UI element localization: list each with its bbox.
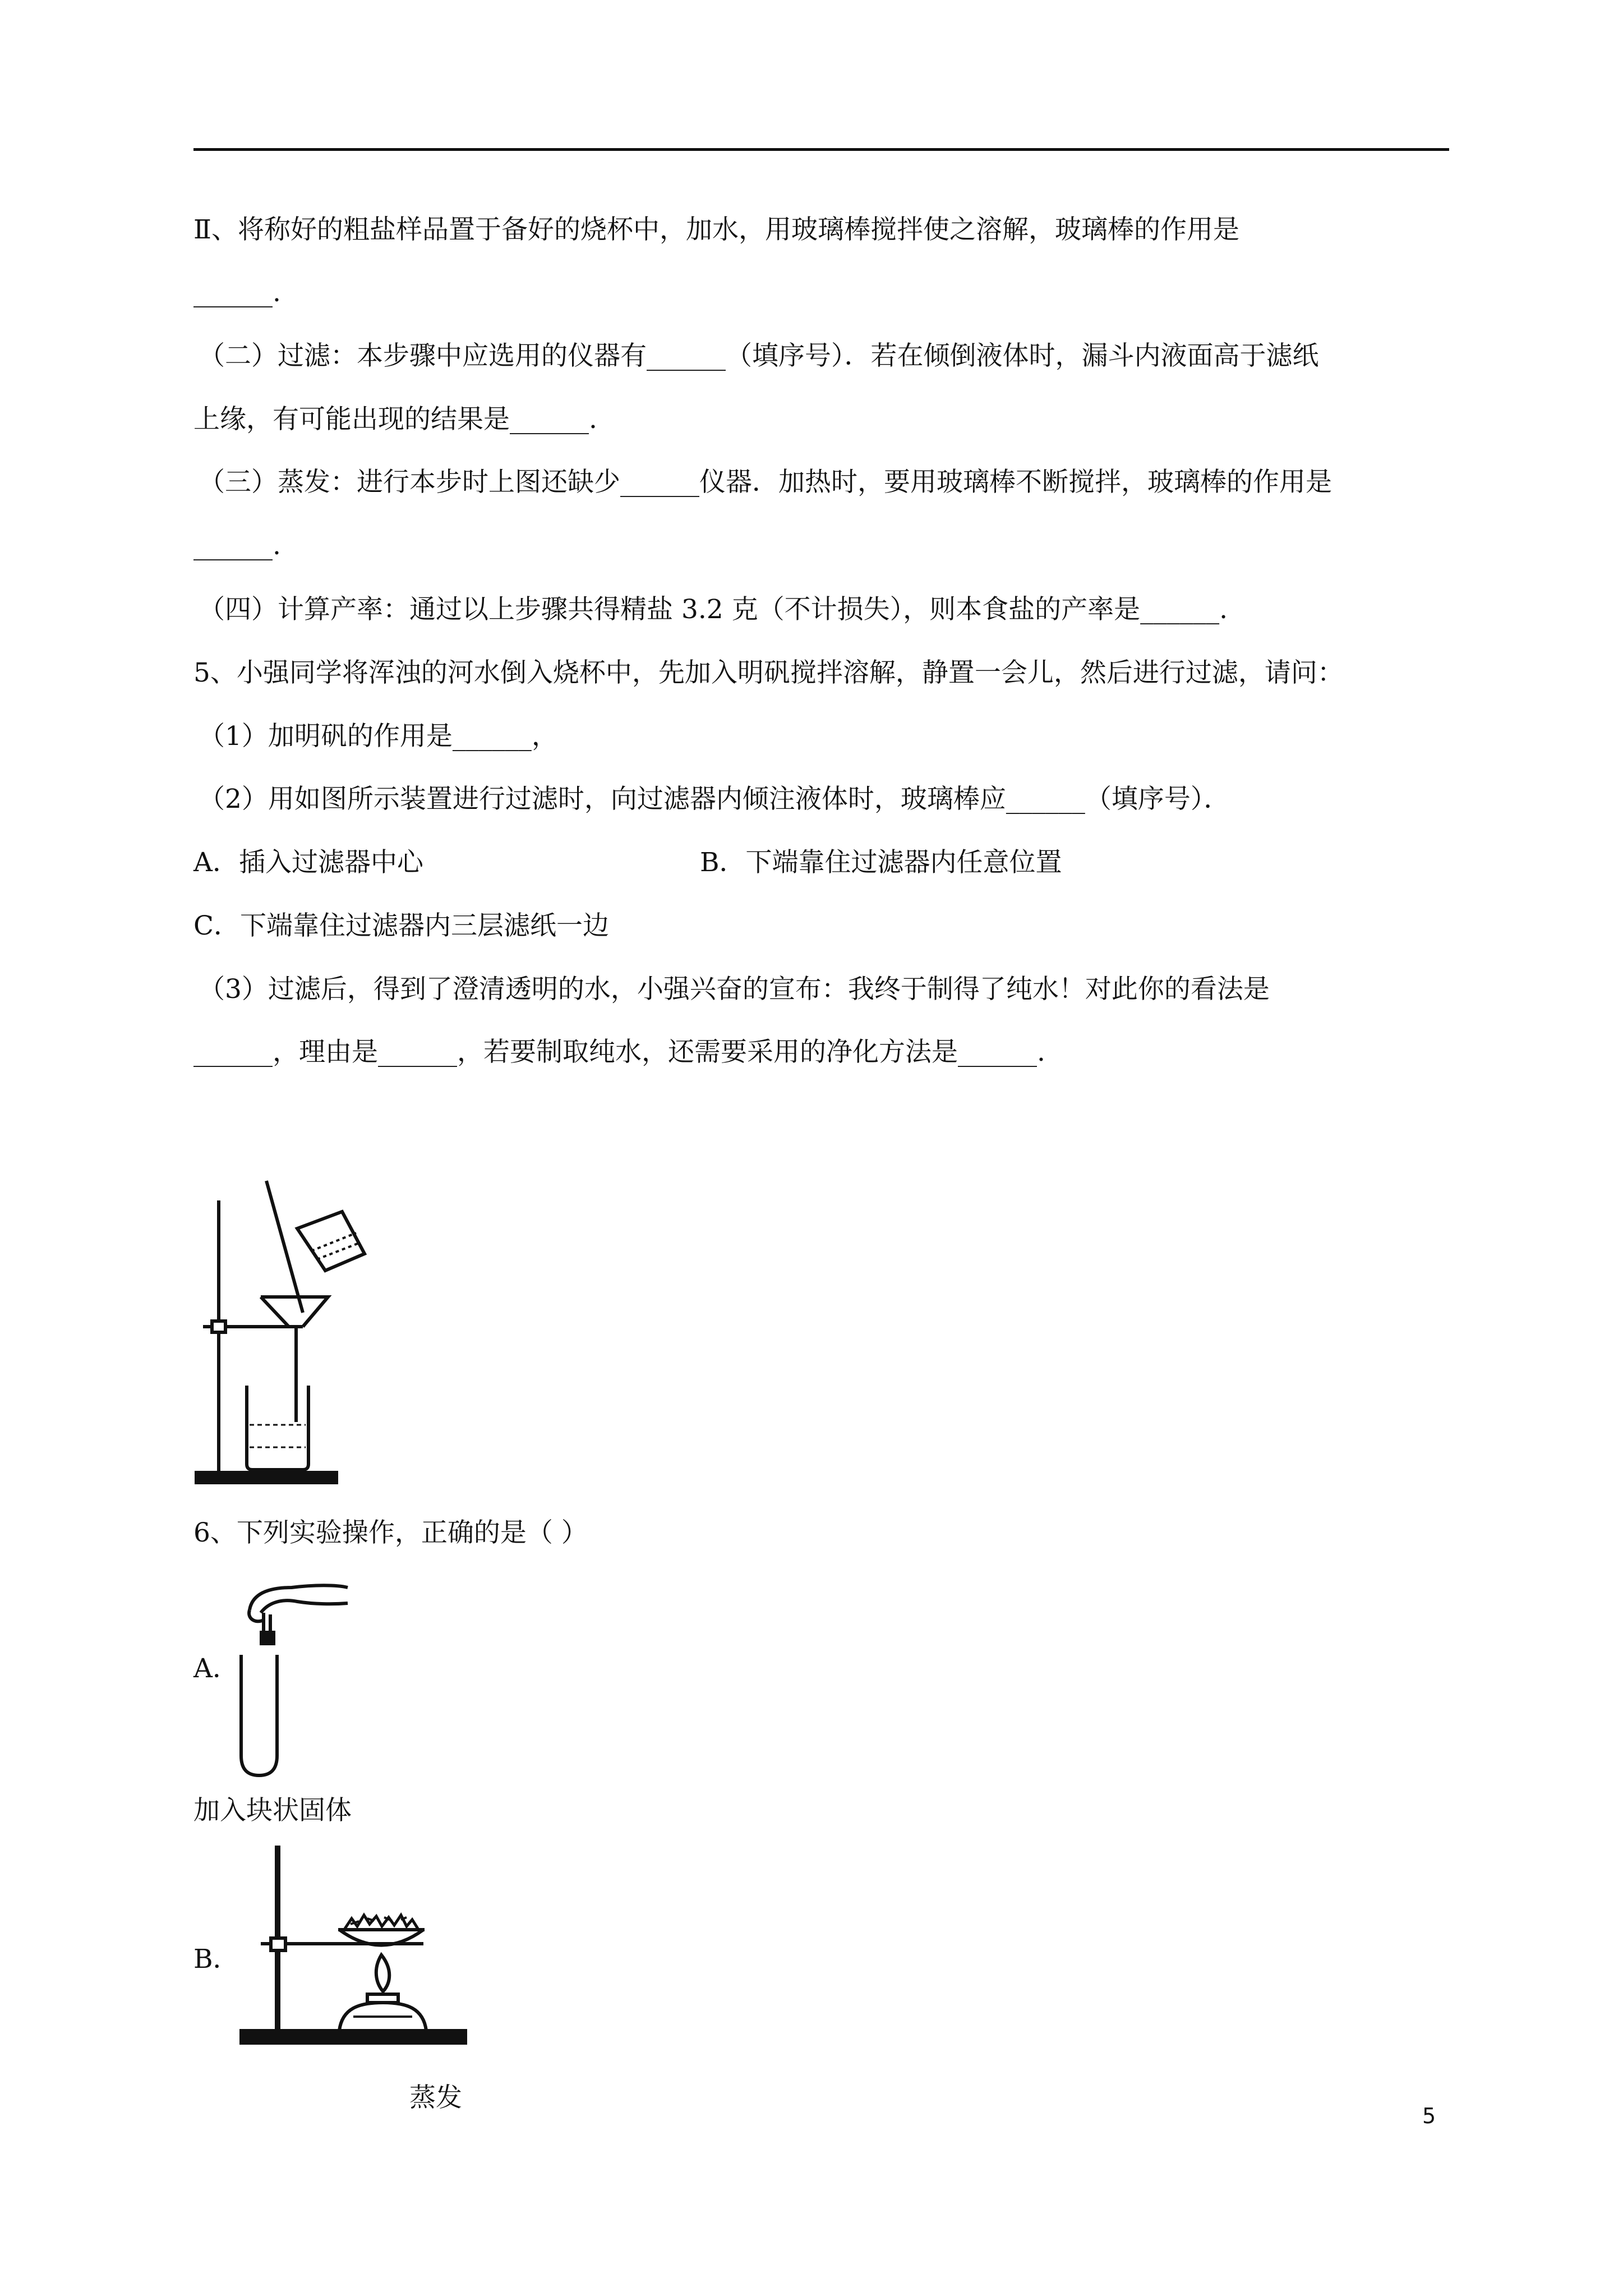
paragraph-line: （二）过滤：本步骤中应选用的仪器有______（填序号）．若在倾倒液体时，漏斗内液面高于滤纸: [199, 341, 1319, 371]
paragraph-line: 上缘，有可能出现的结果是______.: [193, 404, 597, 435]
option-c: C．下端靠住过滤器内三层滤纸一边: [193, 910, 609, 941]
paragraph-line: （四）计算产率：通过以上步骤共得精盐 3.2 克（不计损失），则本食盐的产率是______.: [199, 594, 1228, 625]
paragraph-line: （三）蒸发：进行本步时上图还缺少______仪器．加热时，要用玻璃棒不断搅拌，玻璃棒的作用是: [199, 467, 1332, 498]
question-5-part-3: （3）过滤后，得到了澄清透明的水，小强兴奋的宣布：我终于制得了纯水！对此你的看法是: [199, 974, 1270, 1005]
question-5-part-2: （2）用如图所示装置进行过滤时，向过滤器内倾注液体时，玻璃棒应______（填序号）．: [199, 784, 1230, 815]
blank-line: ______.: [193, 530, 281, 561]
question-6-option-a-caption: 加入块状固体: [193, 1795, 352, 1826]
option-b: B．下端靠住过滤器内任意位置: [700, 847, 1062, 878]
filtration-apparatus-figure: [191, 1172, 381, 1492]
page-number: 5: [1422, 2104, 1436, 2128]
question-6-option-b-label: B．: [193, 1944, 239, 1975]
question-5-stem: 5、小强同学将浑浊的河水倒入烧杯中，先加入明矾搅拌溶解，静置一会儿，然后进行过滤，请问：: [193, 657, 1344, 688]
test-tube-solid-figure: [230, 1571, 359, 1784]
question-6-stem: 6、下列实验操作，正确的是（ ）: [193, 1517, 588, 1548]
question-5-part-1: （1）加明矾的作用是______，: [199, 721, 558, 752]
question-6-option-b-caption: 蒸发: [409, 2082, 462, 2113]
blank-line: ______.: [193, 277, 281, 308]
question-5-part-3-cont: ______，理由是______，若要制取纯水，还需要采用的净化方法是______.: [193, 1037, 1045, 1068]
evaporation-apparatus-figure: [238, 1840, 474, 2053]
header-rule: [193, 148, 1449, 151]
question-6-option-a-label: A．: [193, 1653, 239, 1684]
paragraph-line: Ⅱ、将称好的粗盐样品置于备好的烧杯中，加水，用玻璃棒搅拌使之溶解，玻璃棒的作用是: [193, 214, 1239, 245]
option-a: A．插入过滤器中心: [193, 847, 423, 878]
